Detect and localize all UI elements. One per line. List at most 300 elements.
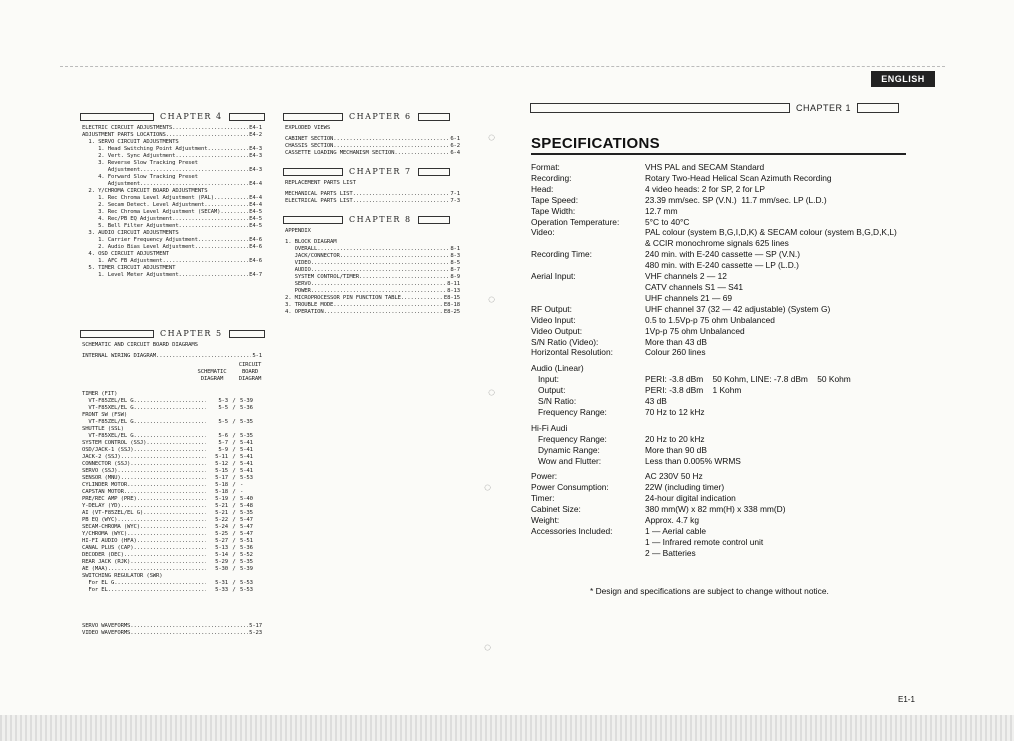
schematic-entry <box>82 426 262 433</box>
toc-entry-title: 2. MICROPROCESSOR PIN FUNCTION TABLE <box>285 295 401 301</box>
toc-leader <box>140 524 206 531</box>
toc-entry <box>82 160 262 167</box>
title-rule <box>531 153 906 155</box>
toc-entry-title: 3. AUDIO CIRCUIT ADJUSTMENTS <box>82 230 179 236</box>
toc-leader <box>121 454 206 461</box>
spec-value: UHF channels 21 — 69 <box>645 292 733 303</box>
toc-leader <box>127 482 206 489</box>
schematic-page: 5-7 <box>218 440 228 446</box>
spec-value: CATV channels S1 — S41 <box>645 281 744 292</box>
spec-row <box>531 537 915 548</box>
toc-entry-title: 1. Rec Chroma Level Adjustment (PAL) <box>82 195 214 201</box>
schematic-entry-title: For EL G <box>82 580 115 586</box>
toc-entry <box>285 246 460 253</box>
spec-label: Frequency Range: <box>531 406 607 417</box>
schematic-column-header: SCHEMATIC DIAGRAM <box>197 369 227 382</box>
toc-entry-title: 1. BLOCK DIAGRAM <box>285 239 337 245</box>
circuit-board-page: 5-36 <box>240 545 253 551</box>
chapter-1-header <box>530 103 899 113</box>
spec-row <box>531 206 915 217</box>
toc-leader <box>317 246 449 253</box>
toc-page-number: 8-1 <box>450 246 460 252</box>
spec-value <box>645 423 915 434</box>
circuit-board-page: - <box>240 482 244 488</box>
toc-entry-title: 2. Y/CHROMA CIRCUIT BOARD ADJUSTMENTS <box>82 188 208 194</box>
spec-label: Output: <box>531 385 566 396</box>
toc-entry-title: 2. Vert. Sync Adjustment <box>82 153 176 159</box>
schematic-entry <box>82 419 262 426</box>
schematic-page: 5-22 <box>215 517 228 523</box>
appendix-heading: APPENDIX <box>285 228 311 234</box>
schematic-entry <box>82 398 262 405</box>
toc-entry-title: 3. Reverse Slow Tracking Preset <box>82 160 198 166</box>
toc-entry-title: SYSTEM CONTROL/TIMER <box>285 274 360 280</box>
schematic-entry-title: OSD/JACK-1 (SSJ) <box>82 447 134 453</box>
toc-entry <box>285 281 460 288</box>
schematic-entry-title: FRONT SW (FSW) <box>82 412 128 418</box>
schematic-entry <box>82 489 262 496</box>
toc-entry <box>82 139 262 146</box>
column-separator: / <box>232 580 236 586</box>
toc-entry <box>82 265 262 272</box>
toc-entry-title: Adjustment <box>82 181 140 187</box>
toc-leader <box>311 267 450 274</box>
toc-leader <box>179 272 249 279</box>
schematic-entry <box>82 468 262 475</box>
spec-value: 24-hour digital indication <box>645 493 736 504</box>
column-separator: / <box>232 559 236 565</box>
toc-leader <box>166 132 248 139</box>
spec-value: 70 Hz to 12 kHz <box>645 406 705 417</box>
toc-entry <box>82 223 262 230</box>
toc-page-number: 6-4 <box>450 150 460 156</box>
spec-label: Power Consumption: <box>531 482 609 493</box>
schematic-page: 5-21 <box>215 503 228 509</box>
exploded-views-heading: EXPLODED VIEWS <box>285 125 331 131</box>
column-separator: / <box>232 503 236 509</box>
toc-entry <box>285 198 460 205</box>
toc-leader <box>121 503 206 510</box>
toc-page-number: 8-5 <box>450 260 460 266</box>
spec-label <box>531 293 645 304</box>
chapter-bar-right <box>857 103 899 113</box>
spec-row <box>531 162 915 173</box>
schematic-entry-title: SWITCHING REGULATOR (SWR) <box>82 573 163 579</box>
circuit-board-page: 5-41 <box>240 447 253 453</box>
page-number: E1-1 <box>898 695 915 704</box>
chapter-4-contents <box>82 125 262 279</box>
schematic-entry <box>82 587 262 594</box>
schematic-entry <box>82 566 262 573</box>
spec-label: Dynamic Range: <box>531 444 600 455</box>
toc-leader <box>214 195 248 202</box>
spec-row <box>531 238 915 249</box>
schematic-entry <box>82 412 262 419</box>
spec-value: Colour 260 lines <box>645 347 706 358</box>
schematic-entry <box>82 405 262 412</box>
toc-leader <box>162 258 248 265</box>
toc-entry <box>285 136 460 143</box>
toc-entry <box>82 258 262 265</box>
toc-page-number: E4-4 <box>249 202 262 208</box>
toc-leader <box>127 531 206 538</box>
circuit-board-page: 5-39 <box>240 566 253 572</box>
column-separator: / <box>232 489 236 495</box>
circuit-board-page: 5-41 <box>240 468 253 474</box>
spec-value: Rotary Two-Head Helical Scan Azimuth Recording <box>645 172 832 183</box>
toc-entry-title: ELECTRICAL PARTS LIST <box>285 198 353 204</box>
toc-leader <box>133 398 206 405</box>
column-separator: / <box>232 531 236 537</box>
spec-value: Less than 0.005% WRMS <box>645 455 741 466</box>
toc-entry-title: 4. OSD CIRCUIT ADJUSTMENT <box>82 251 169 257</box>
circuit-board-page: 5-48 <box>240 503 253 509</box>
toc-entry <box>285 143 460 150</box>
wiring-diagram-page: 5-1 <box>252 353 262 359</box>
column-separator: / <box>232 447 236 453</box>
toc-leader <box>208 146 249 153</box>
chapter-bar-left <box>283 168 343 176</box>
toc-entry <box>285 274 460 281</box>
toc-leader <box>124 552 206 559</box>
toc-entry-title: ADJUSTMENT PARTS LOCATIONS <box>82 132 166 138</box>
chapter-6-header <box>283 112 450 121</box>
toc-entry-title: 1. Level Meter Adjustment <box>82 272 179 278</box>
toc-entry <box>82 188 262 195</box>
binder-hole-icon: ◌ <box>484 640 492 654</box>
toc-leader <box>353 198 450 205</box>
chapter-8-header <box>283 215 450 224</box>
chapter-7-label: CHAPTER 7 <box>349 167 412 176</box>
toc-leader <box>133 545 206 552</box>
toc-page-number: E4-5 <box>249 223 262 229</box>
toc-leader <box>124 489 206 496</box>
circuit-board-page: 5-41 <box>240 461 253 467</box>
circuit-board-column-header: CIRCUIT BOARD DIAGRAM <box>238 362 262 382</box>
schematic-entry <box>82 517 262 524</box>
toc-entry-title: 5. TIMER CIRCUIT ADJUSTMENT <box>82 265 176 271</box>
column-separator: / <box>232 566 236 572</box>
toc-page-number: E4-2 <box>249 132 262 138</box>
toc-entry-title: 5. Bell Filter Adjustment <box>82 223 179 229</box>
chapter-6-contents <box>285 125 460 157</box>
toc-page-number: E4-5 <box>249 209 262 215</box>
circuit-board-page: 5-53 <box>240 580 253 586</box>
schematic-entry <box>82 545 262 552</box>
column-separator: / <box>232 538 236 544</box>
schematic-entry-title: VT-F85ZEL/EL G <box>82 419 134 425</box>
circuit-board-page: 5-35 <box>240 510 253 516</box>
toc-leader <box>311 288 446 295</box>
chapter-8-contents <box>285 228 460 316</box>
toc-leader <box>353 191 450 198</box>
schematic-entry <box>82 524 262 531</box>
toc-leader <box>340 253 450 260</box>
toc-leader <box>137 538 206 545</box>
toc-entry-title: 1. SERVO CIRCUIT ADJUSTMENTS <box>82 139 179 145</box>
toc-leader <box>146 440 206 447</box>
toc-page-number: E4-4 <box>249 195 262 201</box>
chapter-bar-left <box>80 330 154 338</box>
toc-leader <box>172 216 248 223</box>
schematic-entry-title: For EL <box>82 587 108 593</box>
spec-value: 4 video heads: 2 for SP, 2 for LP <box>645 183 765 194</box>
column-separator: / <box>232 468 236 474</box>
toc-leader <box>143 510 206 517</box>
spec-row <box>531 260 915 271</box>
spec-label: Recording Time: <box>531 249 592 260</box>
schematic-page: 5-5 <box>218 405 228 411</box>
chapter-bar-right <box>418 113 450 121</box>
schematic-entry-title: CYLINDER MOTOR <box>82 482 128 488</box>
specifications-table <box>531 162 915 559</box>
circuit-board-page: 5-47 <box>240 531 253 537</box>
spec-label: Video Output: <box>531 325 583 336</box>
schematic-page: 5-13 <box>215 545 228 551</box>
spec-label <box>531 260 645 271</box>
schematic-page: 5-19 <box>215 496 228 502</box>
circuit-board-page: 5-52 <box>240 552 253 558</box>
schematic-entry-title: AE (MAA) <box>82 566 108 572</box>
spec-row <box>531 396 915 407</box>
circuit-board-page: 5-35 <box>240 419 253 425</box>
column-separator: / <box>232 517 236 523</box>
schematic-entry <box>82 482 262 489</box>
scan-edge-line <box>60 66 945 67</box>
toc-page-number: E4-1 <box>249 125 262 131</box>
spec-label <box>531 238 645 249</box>
toc-entry <box>82 230 262 237</box>
toc-leader <box>133 419 206 426</box>
toc-entry <box>285 253 460 260</box>
page-title: SPECIFICATIONS <box>531 135 660 152</box>
schematic-page: 5-24 <box>215 524 228 530</box>
chapter-1-label: CHAPTER 1 <box>796 103 852 113</box>
spec-label: Head: <box>531 183 554 194</box>
schematic-entry-title: HI-FI AUDIO (HFA) <box>82 538 137 544</box>
toc-page-number: 7-1 <box>450 191 460 197</box>
schematic-entry <box>82 461 262 468</box>
chapter-bar-right <box>418 216 450 224</box>
spec-row <box>531 423 915 434</box>
column-separator: / <box>232 524 236 530</box>
toc-page-number: E4-6 <box>249 244 262 250</box>
toc-page-number: E8-18 <box>443 302 460 308</box>
schematic-page: 5-29 <box>215 559 228 565</box>
circuit-board-page: - <box>240 489 244 495</box>
schematic-entry-title: DECODER (DEC) <box>82 552 124 558</box>
spec-label: Tape Speed: <box>531 194 579 205</box>
toc-entry-title: 2. Secam Detect. Level Adjustment <box>82 202 205 208</box>
column-separator: / <box>232 440 236 446</box>
footnote: * Design and specifications are subject to change without notice. <box>590 586 829 596</box>
spec-value: 1Vp-p 75 ohm Unbalanced <box>645 325 745 336</box>
toc-leader <box>108 587 206 594</box>
spec-label: Power: <box>531 471 558 482</box>
toc-entry-title: CASSETTE LOADING MECHANISM SECTION <box>285 150 395 156</box>
spec-value: PERI: -3.8 dBm 50 Kohm, LINE: -7.8 dBm 50 Kohm <box>645 374 851 385</box>
schematic-entry-title: SERVO (SSJ) <box>82 468 118 474</box>
spec-row <box>531 385 915 396</box>
chapter-4-label: CHAPTER 4 <box>160 112 223 121</box>
schematic-entry-title: SHUTTLE (SSL) <box>82 426 124 432</box>
spec-label <box>531 282 645 293</box>
binder-hole-icon: ◌ <box>488 130 496 144</box>
spec-value: 2 — Batteries <box>645 547 696 558</box>
spec-label: Frequency Range: <box>531 433 607 444</box>
spec-value: VHS PAL and SECAM Standard <box>645 162 765 172</box>
chapter-7-contents <box>285 180 460 205</box>
schematic-entry-title: Y/CHROMA (WYC) <box>82 531 128 537</box>
spec-label: Aerial Input: <box>531 271 576 282</box>
schematic-entry <box>82 447 262 454</box>
spec-row <box>531 434 915 445</box>
binder-hole-icon: ◌ <box>488 292 496 306</box>
toc-entry-title: SERVO WAVEFORMS <box>82 623 131 629</box>
spec-label: S/N Ratio (Video): <box>531 336 599 347</box>
column-separator: / <box>232 433 236 439</box>
toc-page-number: E4-5 <box>249 216 262 222</box>
toc-leader <box>130 623 248 630</box>
toc-leader <box>220 209 248 216</box>
schematic-page: 5-5 <box>218 419 228 425</box>
schematic-page: 5-18 <box>215 489 228 495</box>
toc-entry-title: 4. Forward Slow Tracking Preset <box>82 174 198 180</box>
toc-leader <box>175 153 248 160</box>
toc-entry <box>82 174 262 181</box>
schematic-entry-title: PB EQ (WYC) <box>82 517 118 523</box>
spec-row <box>531 515 915 526</box>
chapter-bar-left <box>283 216 343 224</box>
toc-leader <box>401 295 443 302</box>
toc-entry-title: VIDEO <box>285 260 311 266</box>
spec-label: Horizontal Resolution: <box>531 347 613 358</box>
spec-label: Accessories Included: <box>531 526 613 536</box>
toc-leader <box>333 143 449 150</box>
toc-leader <box>140 167 248 174</box>
circuit-board-page: 5-47 <box>240 524 253 530</box>
toc-leader <box>133 447 206 454</box>
spec-label <box>531 548 645 559</box>
toc-leader <box>198 237 248 244</box>
spec-label: Video Input: <box>531 314 576 325</box>
schematic-entry-title: AI (VT-F85ZEL/EL G) <box>82 510 144 516</box>
schematic-page: 5-6 <box>218 433 228 439</box>
toc-leader <box>133 405 206 412</box>
wiring-diagram-entry: INTERNAL WIRING DIAGRAM <box>82 353 157 359</box>
spec-value: 12.7 mm <box>645 205 678 216</box>
chapter-6-label: CHAPTER 6 <box>349 112 412 121</box>
toc-entry <box>82 251 262 258</box>
column-separator: / <box>232 475 236 481</box>
spec-label: S/N Ratio: <box>531 396 577 407</box>
schematic-entry <box>82 475 262 482</box>
spec-value: & CCIR monochrome signals 625 lines <box>645 238 789 249</box>
toc-page-number: 8-7 <box>450 267 460 273</box>
toc-entry <box>82 630 262 637</box>
toc-page-number: 5-17 <box>249 623 262 629</box>
toc-page-number: E4-6 <box>249 237 262 243</box>
toc-leader <box>137 496 206 503</box>
toc-leader <box>394 150 449 157</box>
toc-entry-title: 1. Head Switching Point Adjustment <box>82 146 208 152</box>
schematic-heading: SCHEMATIC AND CIRCUIT BOARD DIAGRAMS <box>82 342 198 348</box>
toc-page-number: E4-4 <box>249 181 262 187</box>
spec-row <box>531 315 915 326</box>
toc-entry-title: 1. AFC FB Adjustment <box>82 258 163 264</box>
scan-bottom-strip <box>0 715 1014 741</box>
spec-value: 380 mm(W) x 82 mm(H) x 338 mm(D) <box>645 504 786 515</box>
schematic-entry-title: SECAM-CHROMA (WYC) <box>82 524 140 530</box>
spec-row <box>531 337 915 348</box>
schematic-page: 5-14 <box>215 552 228 558</box>
spec-value: 480 min. with E-240 cassette — LP (L.D.) <box>645 260 799 271</box>
toc-entry-title: Adjustment <box>82 167 140 173</box>
spec-row <box>531 195 915 206</box>
toc-entry <box>285 239 460 246</box>
circuit-board-page: 5-39 <box>240 398 253 404</box>
toc-entry <box>285 295 460 302</box>
toc-entry-title: SERVO <box>285 281 311 287</box>
toc-entry <box>82 216 262 223</box>
spec-label: Cabinet Size: <box>531 504 581 515</box>
toc-entry-title: ELECTRIC CIRCUIT ADJUSTMENTS <box>82 125 173 131</box>
language-badge: ENGLISH <box>871 71 935 87</box>
schematic-entry-title: CAPSTAN MOTOR <box>82 489 124 495</box>
toc-entry-title: CABINET SECTION <box>285 136 334 142</box>
chapter-8-label: CHAPTER 8 <box>349 215 412 224</box>
schematic-entry-title: JACK-2 (SSJ) <box>82 454 121 460</box>
spec-value: 240 min. with E-240 cassette — SP (V.N.) <box>645 249 801 260</box>
toc-entry-title: 4. Rec/PB EQ Adjustment <box>82 216 173 222</box>
schematic-entry <box>82 440 262 447</box>
schematic-entry <box>82 538 262 545</box>
column-separator: / <box>232 552 236 558</box>
spec-value: VHF channels 2 — 12 <box>645 271 727 282</box>
spec-label: Weight: <box>531 515 560 526</box>
toc-page-number: 8-3 <box>450 253 460 259</box>
spec-value: 5°C to 40°C <box>645 216 690 227</box>
schematic-entry <box>82 496 262 503</box>
chapter-5-label: CHAPTER 5 <box>160 329 223 338</box>
schematic-entry <box>82 573 262 580</box>
toc-leader <box>359 274 449 281</box>
spec-label: Input: <box>531 374 559 385</box>
spec-row <box>531 471 915 482</box>
toc-page-number: E4-6 <box>249 258 262 264</box>
spec-row <box>531 504 915 515</box>
schematic-page: 5-3 <box>218 398 228 404</box>
toc-page-number: E4-7 <box>249 272 262 278</box>
toc-entry <box>82 181 262 188</box>
spec-label: Hi-Fi Audi <box>531 422 568 433</box>
chapter-bar-right <box>229 113 265 121</box>
schematic-page: 5-30 <box>215 566 228 572</box>
toc-entry <box>285 260 460 267</box>
column-separator: / <box>232 587 236 593</box>
schematic-entry-title: REAR JACK (RJK) <box>82 559 131 565</box>
schematic-entry-title: VT-F85XEL/EL G <box>82 433 134 439</box>
toc-leader <box>311 281 446 288</box>
spec-label: RF Output: <box>531 303 572 314</box>
spec-label: Wow and Flutter: <box>531 455 602 466</box>
spec-value: More than 43 dB <box>645 336 707 347</box>
spec-value: 0.5 to 1.5Vp-p 75 ohm Unbalanced <box>645 314 775 325</box>
toc-page-number: E4-3 <box>249 167 262 173</box>
chapter-5-contents <box>82 391 262 594</box>
toc-page-number: E8-15 <box>443 295 460 301</box>
toc-leader <box>114 580 206 587</box>
